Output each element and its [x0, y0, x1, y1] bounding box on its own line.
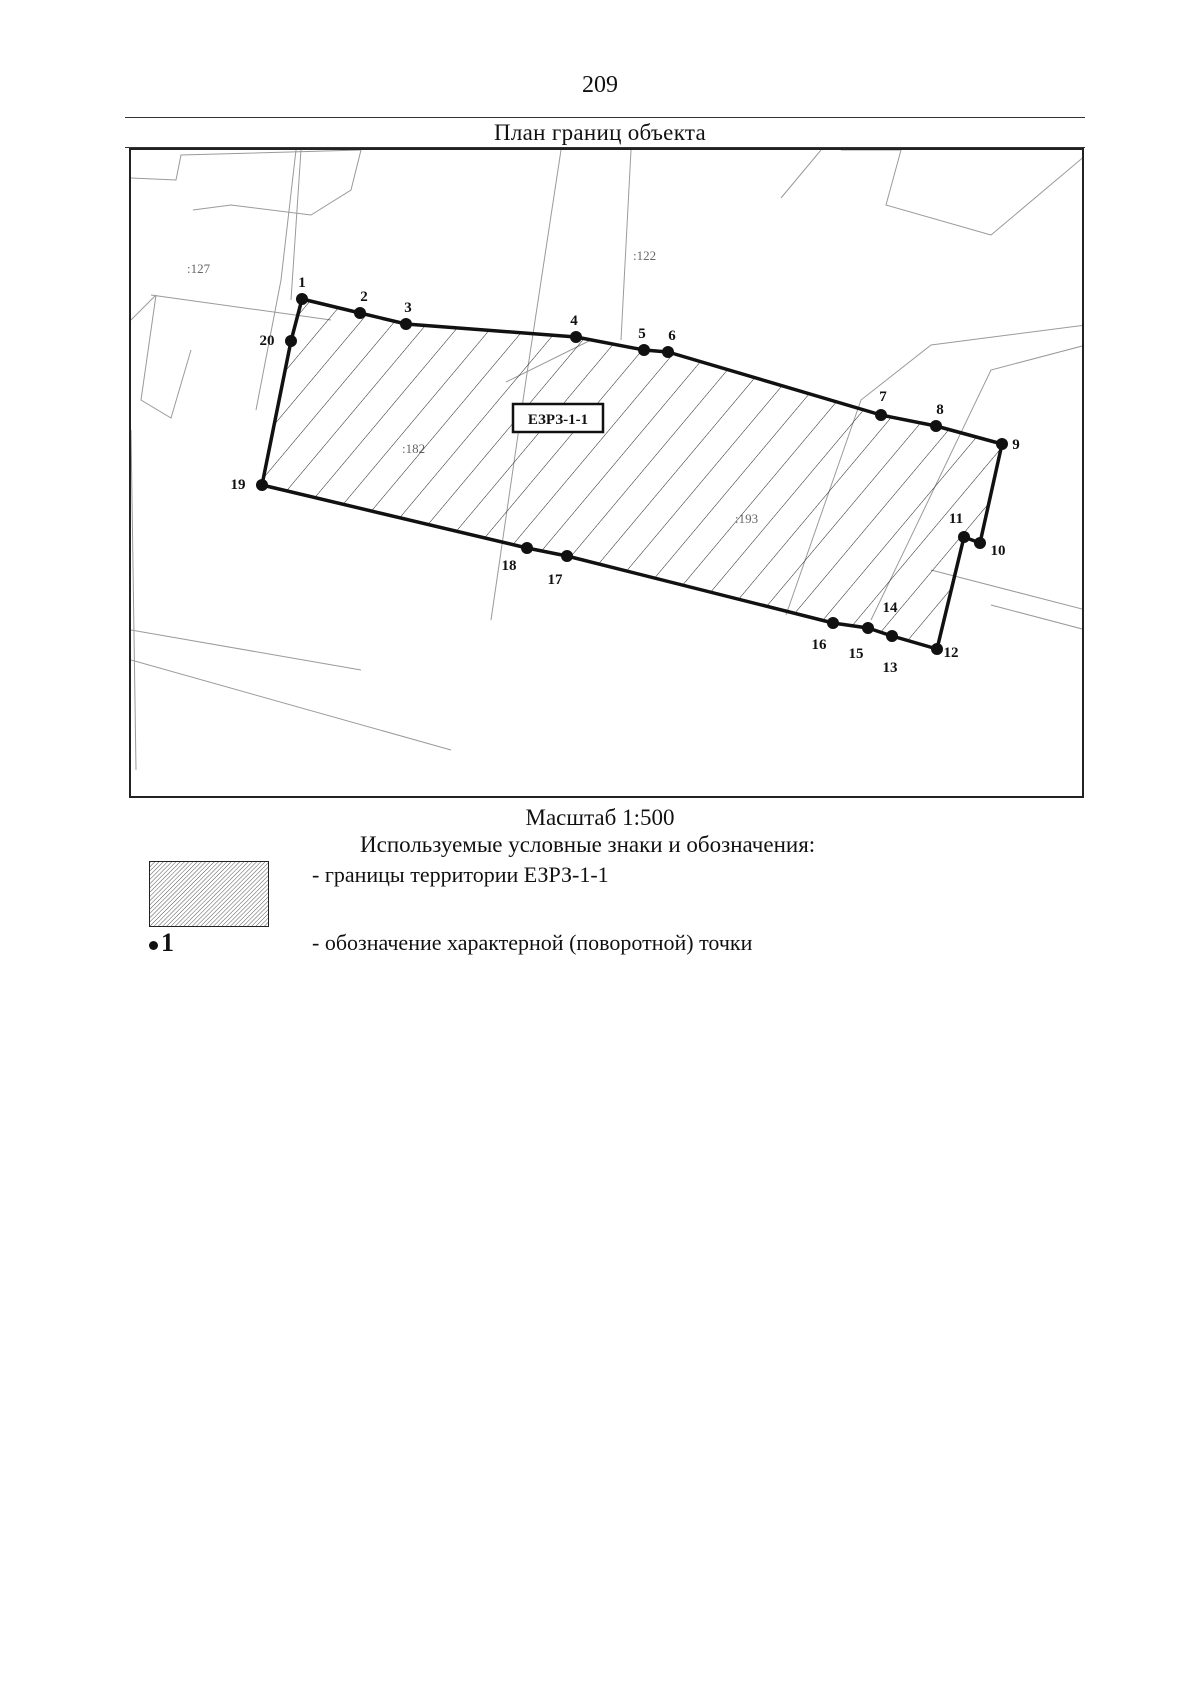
- turning-point-19: [256, 479, 268, 491]
- cadastral-line: [131, 660, 451, 750]
- turning-point-18: [521, 542, 533, 554]
- turning-point-label-13: 13: [882, 660, 898, 676]
- turning-point-11: [958, 531, 970, 543]
- cadastral-line: [193, 150, 361, 215]
- legend-point-symbol: [149, 928, 174, 958]
- cadastral-line: [991, 605, 1084, 630]
- turning-point-label-10: 10: [990, 543, 1006, 559]
- turning-point-label-4: 4: [570, 313, 578, 329]
- map-frame: [129, 148, 1084, 798]
- turning-point-label-12: 12: [943, 645, 959, 661]
- legend-title: Используемые условные знаки и обозначения:: [360, 832, 816, 857]
- top-rule: [125, 117, 1085, 118]
- turning-point-label-19: 19: [230, 477, 246, 493]
- legend-point-number: 1: [161, 928, 174, 957]
- turning-point-label-5: 5: [638, 326, 646, 342]
- turning-point-label-3: 3: [404, 300, 412, 316]
- zone-hatch-fill: [131, 150, 1084, 798]
- boundary-map: [131, 150, 1084, 798]
- plan-title: План границ объекта: [493, 120, 706, 145]
- turning-point-label-2: 2: [360, 289, 368, 305]
- turning-point-1: [296, 293, 308, 305]
- turning-point-9: [996, 438, 1008, 450]
- cadastral-line: [131, 430, 136, 770]
- page-number: 209: [582, 72, 618, 98]
- turning-point-17: [561, 550, 573, 562]
- zone-label: [513, 404, 603, 432]
- turning-point-label-20: 20: [259, 333, 275, 349]
- turning-point-7: [875, 409, 887, 421]
- turning-point-label-15: 15: [848, 646, 864, 662]
- turning-point-15: [862, 622, 874, 634]
- point-icon: [149, 941, 158, 950]
- legend-point-label: - обозначение характерной (поворотной) точки: [312, 930, 753, 955]
- cadastral-line: [621, 150, 631, 340]
- legend-hatch-swatch: [149, 861, 269, 927]
- turning-point-label-8: 8: [936, 402, 944, 418]
- cadastral-line: [781, 150, 821, 198]
- cadastral-line: [131, 150, 361, 180]
- turning-point-label-14: 14: [882, 600, 898, 616]
- parcel-number-127: :127: [187, 261, 211, 276]
- cadastral-line: [841, 150, 991, 235]
- scale-text: Масштаб 1:500: [525, 805, 675, 830]
- turning-point-label-6: 6: [668, 328, 676, 344]
- zone-label-text: ЕЗРЗ-1-1: [527, 412, 589, 428]
- turning-point-8: [930, 420, 942, 432]
- turning-point-3: [400, 318, 412, 330]
- turning-point-label-7: 7: [879, 389, 887, 405]
- legend-zone-label: - границы территории ЕЗРЗ-1-1: [312, 862, 609, 887]
- turning-point-10: [974, 537, 986, 549]
- turning-point-2: [354, 307, 366, 319]
- cadastral-line: [141, 295, 191, 418]
- turning-point-label-17: 17: [547, 572, 563, 588]
- turning-point-6: [662, 346, 674, 358]
- turning-point-20: [285, 335, 297, 347]
- turning-point-label-9: 9: [1012, 437, 1020, 453]
- turning-point-label-1: 1: [298, 275, 306, 291]
- cadastral-line: [131, 630, 361, 670]
- turning-point-label-18: 18: [501, 558, 517, 574]
- cadastral-line: [131, 295, 156, 320]
- turning-point-5: [638, 344, 650, 356]
- turning-point-13: [886, 630, 898, 642]
- parcel-number-122: :122: [633, 248, 657, 263]
- turning-point-16: [827, 617, 839, 629]
- turning-point-label-16: 16: [811, 637, 827, 653]
- cadastral-line: [991, 155, 1084, 235]
- turning-point-4: [570, 331, 582, 343]
- turning-point-label-11: 11: [948, 511, 964, 527]
- turning-point-12: [931, 643, 943, 655]
